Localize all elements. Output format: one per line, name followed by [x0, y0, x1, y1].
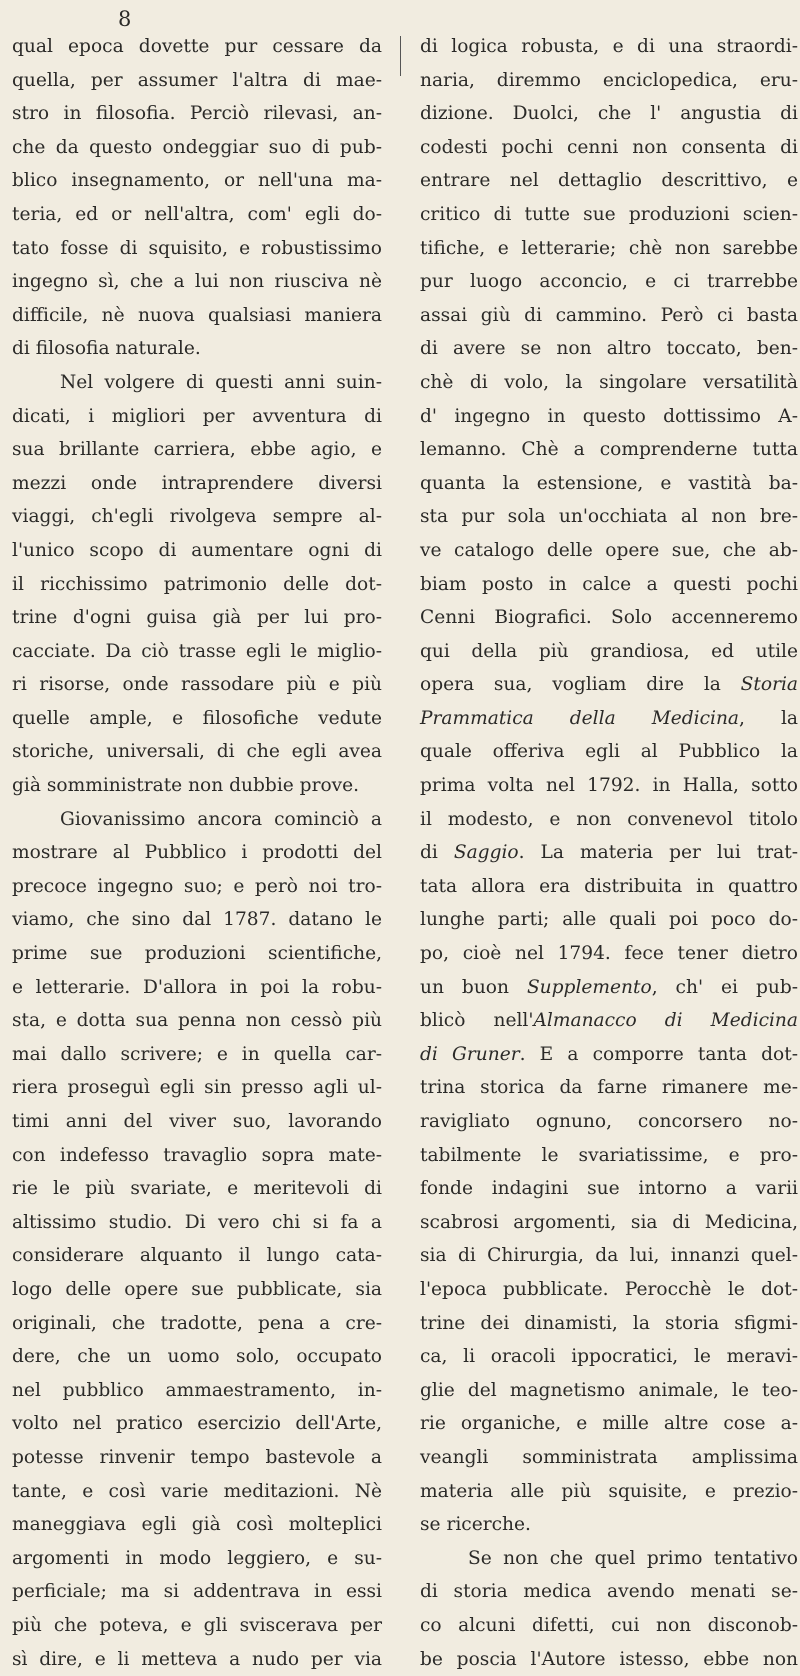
- text-line: Cenni Biografici. Solo accenneremo: [420, 601, 798, 635]
- text-line: dizione. Duolci, che l' angustia di: [420, 97, 798, 131]
- text-line: quella, per assumer l'altra di mae-: [12, 64, 382, 98]
- text-line: originali, che tradotte, pena a cre-: [12, 1307, 382, 1341]
- text-line: tifiche, e letterarie; chè non sarebbe: [420, 232, 798, 266]
- text-fragment: di: [420, 842, 454, 863]
- text-line: riera proseguì egli sin presso agli ul-: [12, 1071, 382, 1105]
- text-line: tabilmente le svariatissime, e pro-: [420, 1139, 798, 1173]
- text-line: dere, che un uomo solo, occupato: [12, 1340, 382, 1374]
- italic-title: Saggio: [454, 842, 519, 863]
- text-line: prime sue produzioni scientifiche,: [12, 937, 382, 971]
- text-line: mezzi onde intraprendere diversi: [12, 467, 382, 501]
- text-line: naria, diremmo enciclopedica, eru-: [420, 64, 798, 98]
- text-line: teria, ed or nell'altra, com' egli do-: [12, 198, 382, 232]
- text-line: di avere se non altro toccato, ben-: [420, 332, 798, 366]
- text-line: sua brillante carriera, ebbe agio, e: [12, 433, 382, 467]
- text-line: sì dire, e li metteva a nudo per via: [12, 1643, 382, 1676]
- italic-title: Prammatica della Medicina: [420, 708, 739, 729]
- text-line: be poscia l'Autore istesso, ebbe non: [420, 1643, 798, 1676]
- text-line: di storia medica avendo menati se-: [420, 1575, 798, 1609]
- text-line: argomenti in modo leggiero, e su-: [12, 1542, 382, 1576]
- text-line: [420, 1004, 798, 1038]
- text-line: co alcuni difetti, cui non disconob-: [420, 1609, 798, 1643]
- text-fragment: un buon: [420, 977, 527, 998]
- text-fragment: . E a comporre tanta dot-: [520, 1044, 798, 1065]
- text-line: stro in filosofia. Perciò rilevasi, an-: [12, 97, 382, 131]
- italic-title: Supplemento: [527, 977, 652, 998]
- text-line: assai giù di cammino. Però ci basta: [420, 299, 798, 333]
- text-line: maneggiava egli già così molteplici: [12, 1508, 382, 1542]
- italic-title: Almanacco di Medicina: [533, 1010, 798, 1031]
- text-line: tato fosse di squisito, e robustissimo: [12, 232, 382, 266]
- text-line: qual epoca dovette pur cessare da: [12, 30, 382, 64]
- text-line: trine dei dinamisti, la storia sfigmi-: [420, 1307, 798, 1341]
- text-line: materia alle più squisite, e prezio-: [420, 1475, 798, 1509]
- text-fragment: , la: [739, 708, 798, 729]
- text-line: il ricchissimo patrimonio delle dot-: [12, 568, 382, 602]
- text-line: cacciate. Da ciò trasse egli le miglio-: [12, 635, 382, 669]
- italic-title: di Gruner: [420, 1044, 520, 1065]
- text-line: lemanno. Chè a comprenderne tutta: [420, 433, 798, 467]
- text-line: ingegno sì, che a lui non riusciva nè: [12, 265, 382, 299]
- text-line: veangli somministrata amplissima: [420, 1441, 798, 1475]
- text-line: difficile, nè nuova qualsiasi maniera: [12, 299, 382, 333]
- text-line: tante, e così varie meditazioni. Nè: [12, 1475, 382, 1509]
- text-line: storiche, universali, di che egli avea: [12, 735, 382, 769]
- text-line: viaggi, ch'egli rivolgeva sempre al-: [12, 500, 382, 534]
- text-line: trine d'ogni guisa già per lui pro-: [12, 601, 382, 635]
- text-line: [420, 971, 798, 1005]
- text-line: [420, 1038, 798, 1072]
- page-number: 8: [118, 6, 131, 32]
- text-line: già somministrate non dubbie prove.: [12, 769, 382, 803]
- right-column: [420, 30, 798, 1676]
- text-line: il modesto, e non convenevol titolo: [420, 803, 798, 837]
- text-line: ve catalogo delle opere sue, che ab-: [420, 534, 798, 568]
- text-line: lunghe parti; alle quali poi poco do-: [420, 903, 798, 937]
- text-line: entrare nel dettaglio descrittivo, e: [420, 164, 798, 198]
- text-line: volto nel pratico esercizio dell'Arte,: [12, 1407, 382, 1441]
- text-line: pur luogo acconcio, e ci trarrebbe: [420, 265, 798, 299]
- text-line: ri risorse, onde rassodare più e più: [12, 668, 382, 702]
- text-line: di filosofia naturale.: [12, 332, 382, 366]
- text-line: trina storica da farne rimanere me-: [420, 1071, 798, 1105]
- text-line: Giovanissimo ancora cominciò a: [12, 803, 382, 837]
- text-fragment: . La materia per lui trat-: [519, 842, 798, 863]
- text-line: sta pur sola un'occhiata al non bre-: [420, 500, 798, 534]
- text-line: rie organiche, e mille altre cose a-: [420, 1407, 798, 1441]
- text-line: chè di volo, la singolare versatilità: [420, 366, 798, 400]
- italic-title: Storia: [741, 674, 798, 695]
- text-line: l'unico scopo di aumentare ogni di: [12, 534, 382, 568]
- text-line: più che poteva, e gli sviscerava per: [12, 1609, 382, 1643]
- text-line: dicati, i migliori per avventura di: [12, 400, 382, 434]
- text-line: fonde indagini sue intorno a varii: [420, 1172, 798, 1206]
- text-line: [420, 836, 798, 870]
- text-line: tata allora era distribuita in quattro: [420, 870, 798, 904]
- text-line: [420, 668, 798, 702]
- text-line: considerare alquanto il lungo cata-: [12, 1239, 382, 1273]
- text-line: e letterarie. D'allora in poi la robu-: [12, 971, 382, 1005]
- text-line: Se non che quel primo tentativo: [420, 1542, 798, 1576]
- text-fragment: blicò nell': [420, 1010, 533, 1031]
- text-line: scabrosi argomenti, sia di Medicina,: [420, 1206, 798, 1240]
- text-line: potesse rinvenir tempo bastevole a: [12, 1441, 382, 1475]
- text-line: che da questo ondeggiar suo di pub-: [12, 131, 382, 165]
- text-line: nel pubblico ammaestramento, in-: [12, 1374, 382, 1408]
- text-fragment: opera sua, vogliam dire la: [420, 674, 741, 695]
- text-line: mostrare al Pubblico i prodotti del: [12, 836, 382, 870]
- text-line: [420, 702, 798, 736]
- left-column: [12, 30, 382, 1676]
- text-line: viamo, che sino dal 1787. datano le: [12, 903, 382, 937]
- text-line: quale offeriva egli al Pubblico la: [420, 735, 798, 769]
- text-line: se ricerche.: [420, 1508, 798, 1542]
- text-line: sia di Chirurgia, da lui, innanzi quel-: [420, 1239, 798, 1273]
- text-line: quanta la estensione, e vastità ba-: [420, 467, 798, 501]
- text-line: po, cioè nel 1794. fece tener dietro: [420, 937, 798, 971]
- text-line: logo delle opere sue pubblicate, sia: [12, 1273, 382, 1307]
- text-fragment: , ch' ei pub-: [652, 977, 798, 998]
- text-line: di logica robusta, e di una straordi-: [420, 30, 798, 64]
- text-line: precoce ingegno suo; e però noi tro-: [12, 870, 382, 904]
- text-line: timi anni del viver suo, lavorando: [12, 1105, 382, 1139]
- text-line: mai dallo scrivere; e in quella car-: [12, 1038, 382, 1072]
- text-line: sta, e dotta sua penna non cessò più: [12, 1004, 382, 1038]
- column-divider: [400, 36, 401, 76]
- text-line: ravigliato ognuno, concorsero no-: [420, 1105, 798, 1139]
- text-line: blico insegnamento, or nell'una ma-: [12, 164, 382, 198]
- text-line: Nel volgere di questi anni suin-: [12, 366, 382, 400]
- text-line: altissimo studio. Di vero chi si fa a: [12, 1206, 382, 1240]
- text-line: glie del magnetismo animale, le teo-: [420, 1374, 798, 1408]
- text-line: critico di tutte sue produzioni scien-: [420, 198, 798, 232]
- text-line: rie le più svariate, e meritevoli di: [12, 1172, 382, 1206]
- text-line: d' ingegno in questo dottissimo A-: [420, 400, 798, 434]
- text-line: codesti pochi cenni non consenta di: [420, 131, 798, 165]
- text-line: con indefesso travaglio sopra mate-: [12, 1139, 382, 1173]
- text-line: quelle ample, e filosofiche vedute: [12, 702, 382, 736]
- text-line: ca, li oracoli ippocratici, le meravi-: [420, 1340, 798, 1374]
- text-line: l'epoca pubblicate. Perocchè le dot-: [420, 1273, 798, 1307]
- text-line: qui della più grandiosa, ed utile: [420, 635, 798, 669]
- text-line: biam posto in calce a questi pochi: [420, 568, 798, 602]
- text-line: prima volta nel 1792. in Halla, sotto: [420, 769, 798, 803]
- text-line: perficiale; ma si addentrava in essi: [12, 1575, 382, 1609]
